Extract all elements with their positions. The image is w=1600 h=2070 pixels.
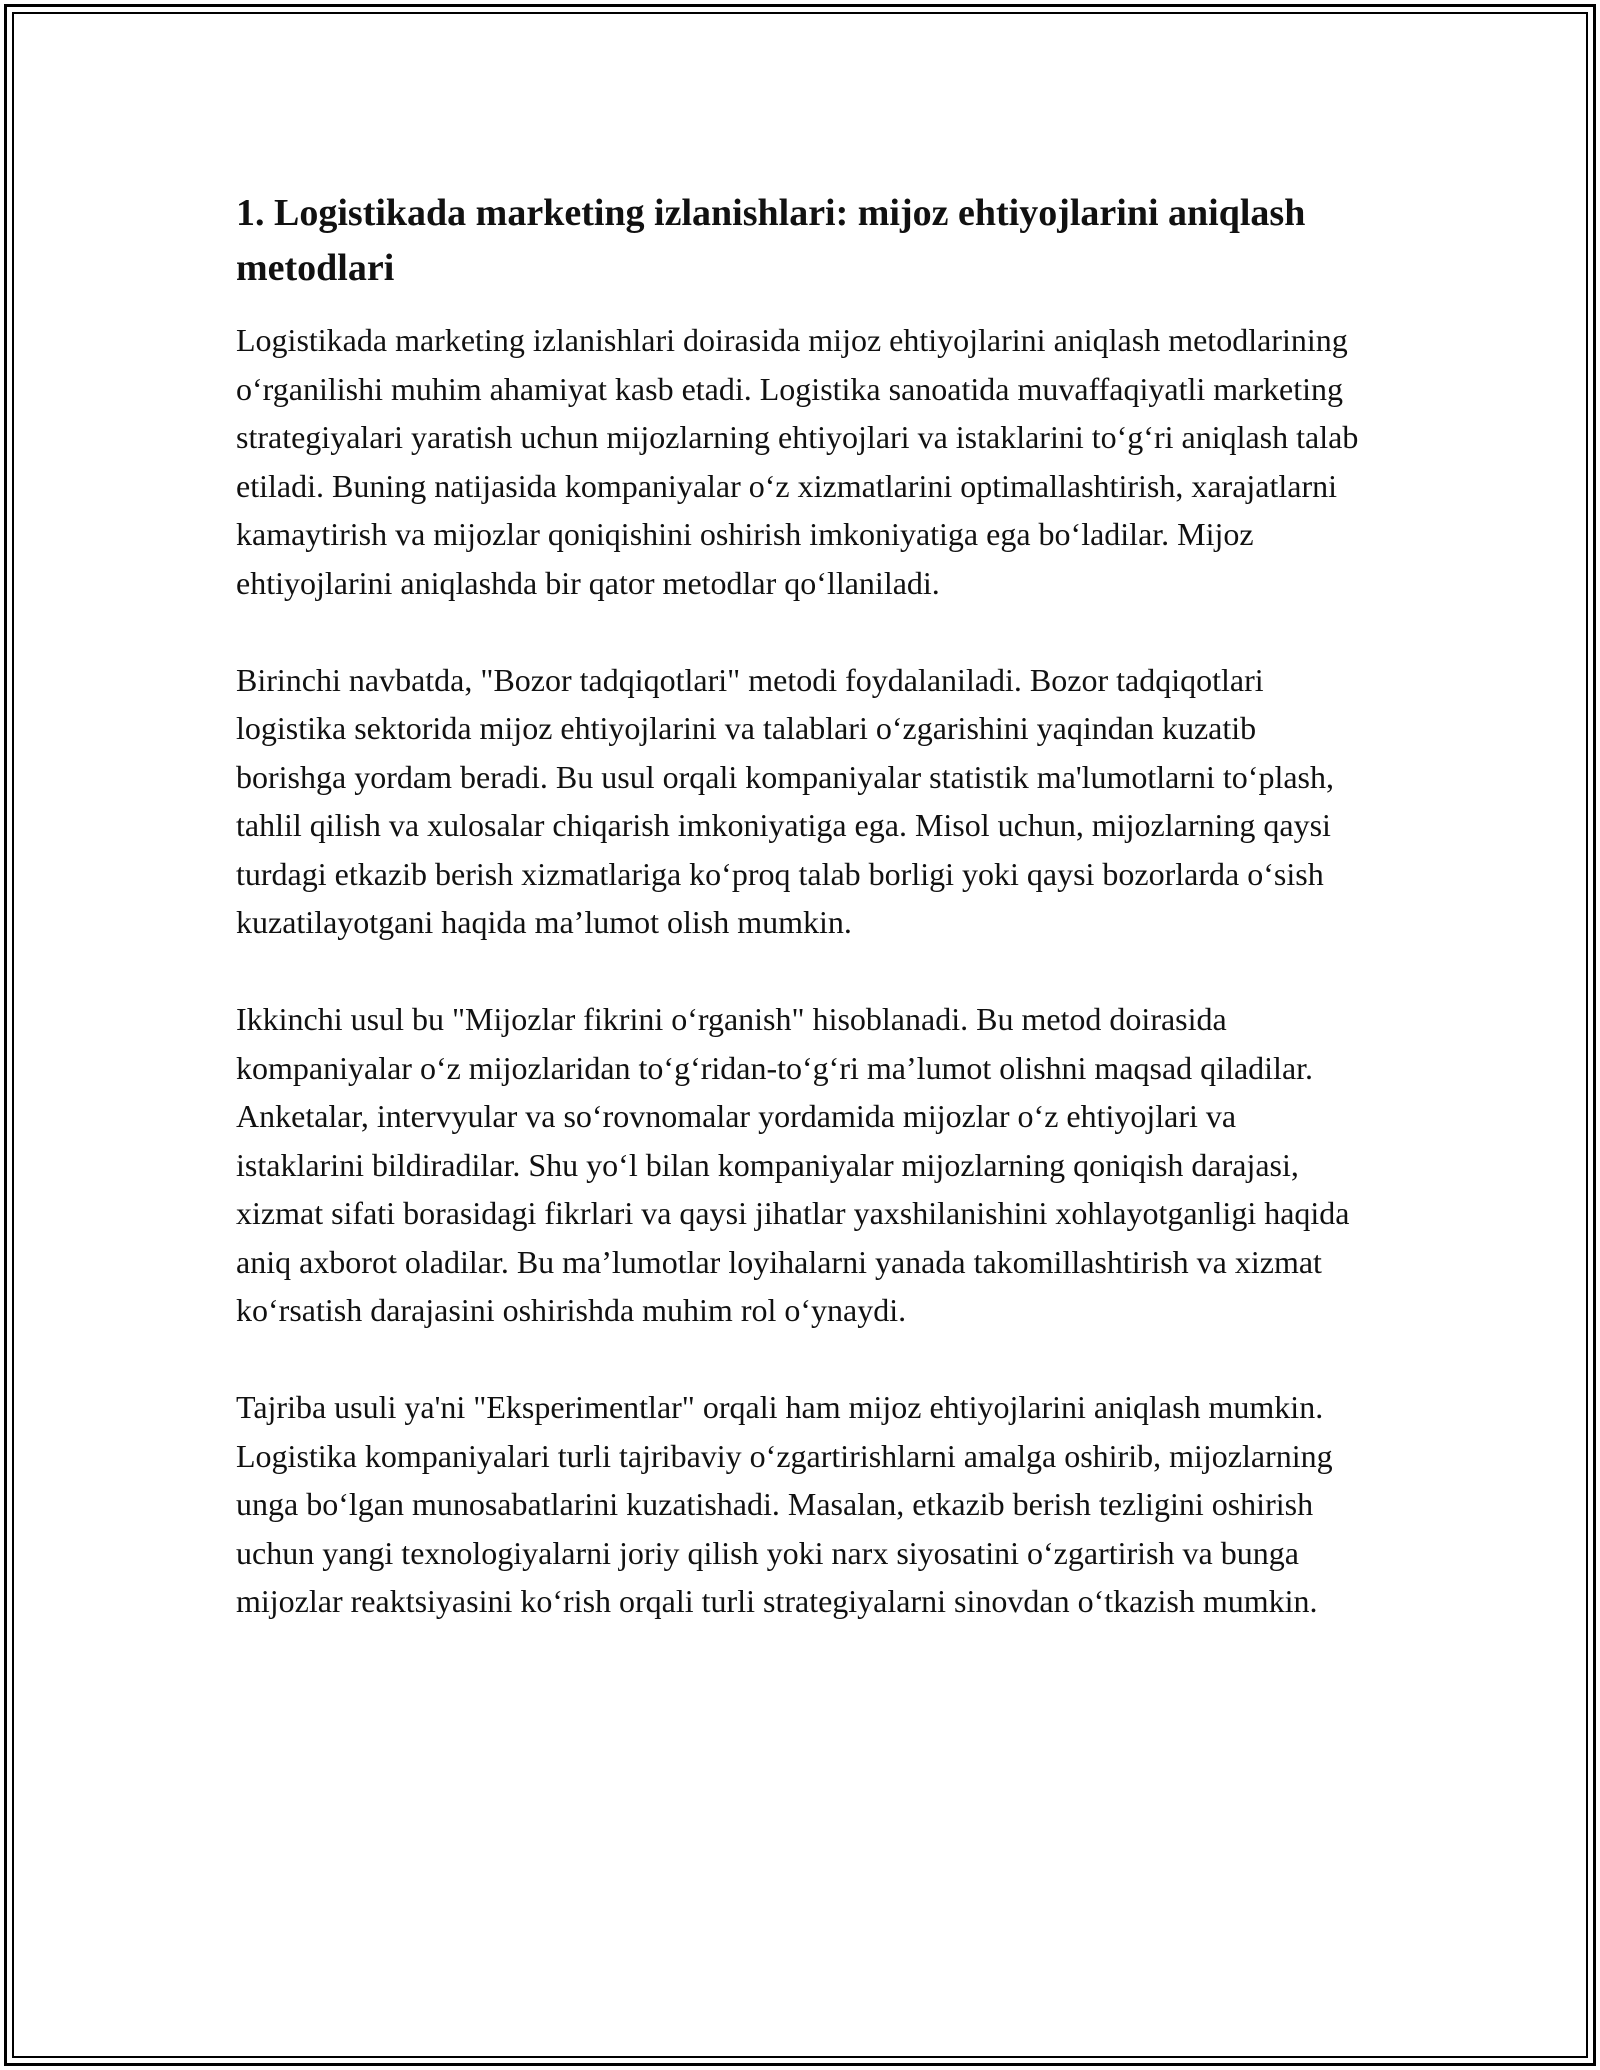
paragraph-market-research: Birinchi navbatda, "Bozor tadqiqotlari" metodi foydalaniladi. Bozor tadqiqotlari logistika sektorida mijoz ehtiyojlarini va talablari o‘zgarishini yaqindan kuzatib borishga yordam beradi. Bu usul orqali kompaniyalar statistik ma'lumotlarni to‘plash, tahlil qilish va xulosalar chiqarish imkoniyatiga ega. Misol uchun, mijozlarning qaysi turdagi etkazib berish xizmatlariga ko‘proq talab borligi yoki qaysi bozorlarda o‘sish kuzatilayotgani haqida ma’lumot olish mumkin. [236, 661, 1334, 940]
paragraph-customer-feedback: Ikkinchi usul bu "Mijozlar fikrini o‘rganish" hisoblanadi. Bu metod doirasida kompaniyalar o‘z mijozlaridan to‘g‘ridan-to‘g‘ri ma’lumot olishni maqsad qiladilar. Anketalar, intervyular va so‘rovnomalar yordamida mijozlar o‘z ehtiyojlari va istaklarini bildiradilar. Shu yo‘l bilan kompaniyalar mijozlarning qoniqish darajasi, xizmat sifati borasidagi fikrlari va qaysi jihatlar yaxshilanishini xohlayotganligi haqida aniq axborot oladilar. Bu ma’lumotlar loyihalarni yanada takomillashtirish va xizmat ko‘rsatish darajasini oshirishda muhim rol o‘ynaydi. [236, 1001, 1350, 1328]
document-body [236, 186, 1372, 1626]
paragraph-experiments: Tajriba usuli ya'ni "Eksperimentlar" orqali ham mijoz ehtiyojlarini aniqlash mumkin. Logistika kompaniyalari turli tajribaviy o‘zgartirishlarni amalga oshirib, mijozlarning unga bo‘lgan munosabatlarini kuzatishadi. Masalan, etkazib berish tezligini oshirish uchun yangi texnologiyalarni joriy qilish yoki narx siyosatini o‘zgartirish va bunga mijozlar reaktsiyasini ko‘rish orqali turli strategiyalarni sinovdan o‘tkazish mumkin. [236, 1389, 1333, 1619]
paragraph-intro: Logistikada marketing izlanishlari doirasida mijoz ehtiyojlarini aniqlash metodlarining o‘rganilishi muhim ahamiyat kasb etadi. Logistika sanoatida muvaffaqiyatli marketing strategiyalari yaratish uchun mijozlarning ehtiyojlari va istaklarini to‘g‘ri aniqlash talab etiladi. Buning natijasida kompaniyalar o‘z xizmatlarini optimallashtirish, xarajatlarni kamaytirish va mijozlar qoniqishini oshirish imkoniyatiga ega bo‘ladilar. Mijoz ehtiyojlarini aniqlashda bir qator metodlar qo‘llaniladi. [236, 322, 1359, 601]
section-heading: 1. Logistikada marketing izlanishlari: mijoz ehtiyojlarini aniqlash metodlari [236, 192, 1306, 289]
